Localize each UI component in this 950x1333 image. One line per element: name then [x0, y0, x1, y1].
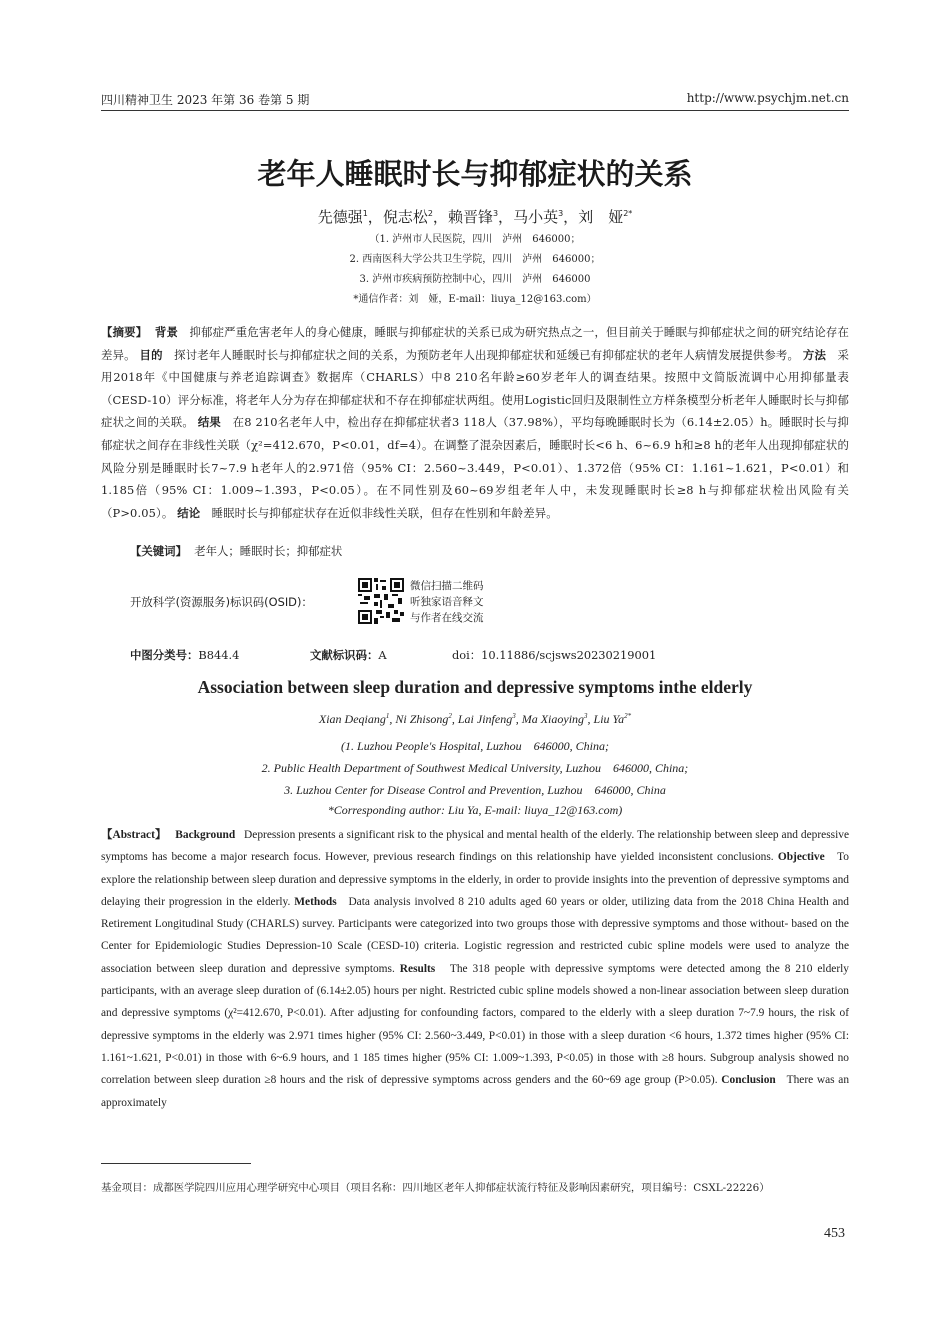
abstract-english — [101, 824, 849, 1114]
author-name: 刘 娅 — [578, 208, 624, 226]
conclusion-text: 睡眠时长与抑郁症状存在近似非线性关联，但存在性别和年龄差异。 — [211, 505, 558, 520]
objective-text: To explore the relationship between sleep duration and depressive symptoms in the elderly, in order to provide insights into the prevention of depressive symptoms and delaying their progression in the elderly. — [101, 851, 849, 908]
footnote-divider — [101, 1163, 251, 1164]
results-text: 在8 210名老年人中，检出存在抑郁症状者3 118人（37.98%），平均每晚睡眠时长为（6.14±2.05）h。睡眠时长与抑郁症状之间存在非线性关联（χ²=412.670，P<0.01，df=4）。在调整了混杂因素后，睡眠时长<6 h、6~6.9 h和≥8 h的老年人出现抑郁症状的风险分别是睡眠时长7~7.9 h老年人的2.971倍（95% CI：2.560~3.449，P<0.01）、1.372倍（95% CI：1.161~1.621，P<0.01）和1.185倍（95% CI：1.009~1.393，P<0.05）。在不同性别及60~69岁组老年人中，未发现睡眠时长≥8 h与抑郁症状检出风险有关（P>0.05）。 — [101, 415, 849, 520]
osid-line: 听独家语音释文 — [410, 596, 484, 608]
methods-text: Data analysis involved 8 210 adults aged 60 years or older, utilizing data from the 2018 China Health and Retirement Longitudinal Study (CHARLS) survey. Participants were categorized into two groups those with depressive symptoms and those without- based on the Center for Epidemiologic Studies Depression-10 Scale (CESD-10) criteria. Logistic regression and restricted cubic spline models were used to analyze the association between sleep duration and depressive symptoms. — [101, 895, 849, 975]
affiliation-en-corresponding: *Corresponding author: Liu Ya, E-mail: liuya_12@163.com) — [327, 803, 623, 817]
doc-label: 文献标识码： — [310, 648, 379, 662]
osid-line: 与作者在线交流 — [410, 612, 484, 624]
keywords-label: 【关键词】 — [130, 544, 187, 558]
keywords-text: 老年人；睡眠时长；抑郁症状 — [194, 544, 343, 558]
methods-label: Methods — [294, 895, 337, 908]
methods-text: 采用2018年《中国健康与养老追踪调查》数据库（CHARLS）中8 210名年龄≥60岁老年人的调查结果。按照中文简版流调中心用抑郁量表（CESD-10）评分标准，将老年人分为存在抑郁症状和不存在抑郁症状两组。使用Logistic回归及限制性立方样条模型分析老年人睡眠时长与抑郁症状之间的关联。 — [101, 347, 850, 430]
author-affiliation-mark: 2 — [448, 712, 452, 720]
conclusion-label: Conclusion — [721, 1074, 776, 1087]
osid-line: 微信扫描二维码 — [410, 580, 484, 592]
document-code — [310, 647, 387, 663]
background-label: 背景 — [154, 325, 179, 339]
author-name: 先德强 — [317, 208, 363, 226]
author-affiliation-mark: 2* — [623, 209, 633, 218]
results-label: Results — [399, 962, 436, 975]
keywords-chinese — [130, 543, 342, 559]
clc-label: 中图分类号： — [130, 648, 199, 662]
author-affiliation-mark: 3 — [512, 712, 516, 720]
results-label: 结果 — [197, 415, 222, 430]
author-affiliation-mark: 1 — [362, 209, 368, 218]
author-affiliation-mark: 2* — [624, 712, 632, 720]
osid-instructions — [410, 578, 484, 626]
author-name: 赖晋锋 — [447, 208, 493, 226]
abstract-label: 【摘要】 — [101, 325, 148, 339]
author-name: Liu Ya — [593, 712, 625, 726]
author-name: 马小英 — [513, 208, 559, 226]
affiliation-cn-3: 3. 泸州市疾病预防控制中心，四川 泸州 646000 — [359, 274, 591, 285]
running-header — [101, 90, 849, 111]
conclusion-text: There was an approximately — [101, 1074, 850, 1109]
doc-value: A — [378, 648, 387, 662]
affiliation-en-2: 2. Public Health Department of Southwest Medical University, Luzhou 646000, China; — [261, 761, 689, 775]
author-affiliation-mark: 1 — [385, 712, 390, 720]
affiliation-cn-2: 2. 西南医科大学公共卫生学院，四川 泸州 646000； — [349, 254, 601, 265]
title-english: Association between sleep duration and depressive symptoms inthe elderly — [197, 677, 753, 697]
author-affiliation-mark: 3 — [584, 712, 588, 720]
author-affiliation-mark: 3 — [558, 209, 564, 218]
affiliation-en-1: (1. Luzhou People's Hospital, Luzhou 646000, China; — [341, 739, 609, 753]
conclusion-label: 结论 — [177, 505, 201, 520]
funding-footnote: 基金项目：成都医学院四川应用心理学研究中心项目（项目名称：四川地区老年人抑郁症状流行特征及影响因素研究，项目编号：CSXL-22226） — [101, 1182, 770, 1194]
affiliation-en-3: 3. Luzhou Center for Disease Control and Prevention, Luzhou 646000, China — [284, 783, 666, 797]
abstract-label: 【Abstract】 — [101, 829, 167, 841]
objective-text: 探讨老年人睡眠时长与抑郁症状之间的关系，为预防老年人出现抑郁症状和延缓已有抑郁症状的老年人病情发展提供参考。 — [174, 347, 800, 362]
affiliation-cn-1: （1. 泸州市人民医院，四川 泸州 646000； — [369, 234, 581, 245]
clc-code — [130, 647, 239, 663]
qr-code-icon[interactable] — [358, 578, 404, 624]
abstract-chinese — [101, 321, 849, 524]
background-label: Background — [175, 829, 236, 841]
methods-label: 方法 — [802, 347, 827, 362]
author-name: Xian Deqiang — [318, 712, 386, 726]
journal-info: 四川精神卫生 2023 年第 36 卷第 5 期 — [101, 93, 310, 107]
author-affiliation-mark: 2 — [427, 209, 433, 218]
author-name: 倪志松 — [382, 208, 428, 226]
affiliation-cn-corresponding: *通信作者：刘 娅，E-mail：liuya_12@163.com） — [353, 294, 597, 305]
author-affiliation-mark: 3 — [492, 209, 499, 218]
authors-english: Xian Deqiang$^1$, Ni Zhisong$^2$, Lai Jinfeng$^3$, Ma Xiaoying$^3$, Liu $Ya^{2*}$ — [318, 712, 632, 726]
background-text: 抑郁症严重危害老年人的身心健康，睡眠与抑郁症状的关系已成为研究热点之一，但目前关于睡眠与抑郁症状之间的研究结论存在差异。 — [101, 325, 849, 362]
clc-value: B844.4 — [198, 648, 240, 662]
journal-url[interactable]: http://www.psychjm.net.cn — [686, 91, 849, 105]
author-name: Ni Zhisong — [395, 712, 449, 726]
objective-label: 目的 — [139, 347, 163, 362]
authors-chinese: 先德强$^1$，倪志松$^2$，赖晋锋$^3$，马小英$^3$，刘 娅$^{2*}$ — [317, 208, 633, 226]
background-text: Depression presents a significant risk to the physical and mental health of the elderly. The relationship between sleep and depressive symptoms has become a major research focus. However, previous research findings on this relationship have yielded inconsistent conclusions. — [101, 829, 850, 864]
doi[interactable]: doi：10.11886/scjsws20230219001 — [452, 648, 657, 662]
objective-label: Objective — [777, 851, 825, 864]
results-text: The 318 people with depressive symptoms were detected among the 8 210 elderly participants, with an average sleep duration of (6.14±2.05) hours per night. Restricted cubic spline models showed a non-linear association between sleep duration and depressive symptoms (χ²=412.670, P<0.01). After adjusting for confounding factors, compared to the elderly with a sleep duration 7~7.9 hours, the risk of depressive symptoms in the elderly was 2.971 times higher (95% CI: 2.560~3.449, P<0.01) in those with a sleep duration <6 hours, 1.372 times higher (95% CI: 1.161~1.621, P<0.01) in those with 6~6.9 hours, and 1 185 times higher (95% CI: 1.009~1.393, P<0.05) in those with ≥8 hours. Subgroup analysis showed no correlation between sleep duration ≥8 hours and the risk of depressive symptoms across genders and the 60~69 age group (P>0.05). — [101, 962, 849, 1087]
author-name: Lai Jinfeng — [457, 712, 513, 726]
author-name: Ma Xiaoying — [521, 712, 585, 726]
title-chinese: 老年人睡眠时长与抑郁症状的关系 — [257, 157, 693, 191]
osid-label: 开放科学(资源服务)标识码(OSID)： — [130, 595, 313, 609]
page-number: 453 — [824, 1226, 845, 1241]
